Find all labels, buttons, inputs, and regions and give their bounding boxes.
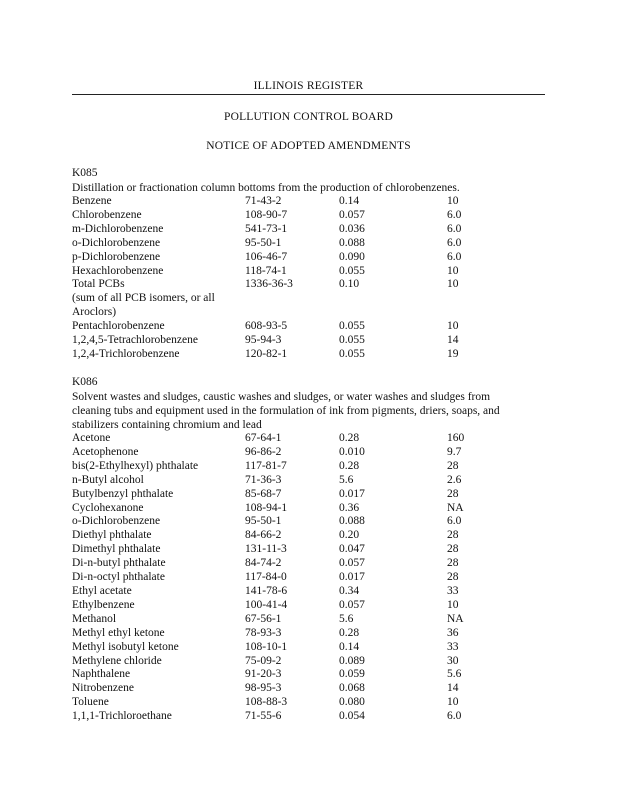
cas-number: 141-78-6 <box>245 584 288 597</box>
table-row <box>72 265 507 279</box>
constituent-name: 1,2,4-Trichlorobenzene <box>72 347 180 360</box>
constituent-name: Dimethyl phthalate <box>72 543 161 556</box>
cas-number: 106-46-7 <box>245 250 288 263</box>
wastewater-limit: 0.068 <box>339 682 365 695</box>
constituent-name: Cyclohexanone <box>72 501 144 514</box>
wastewater-limit: 0.055 <box>339 347 365 360</box>
wastewater-limit: 0.055 <box>339 264 365 277</box>
table-row <box>72 348 507 362</box>
wastewater-limit: 0.057 <box>339 208 365 221</box>
k086-table-body <box>72 432 507 724</box>
nonwastewater-limit: 10 <box>447 320 459 333</box>
k085-table <box>72 195 507 362</box>
cas-number: 108-94-1 <box>245 501 288 514</box>
table-row <box>72 460 507 474</box>
cas-number: 108-10-1 <box>245 640 288 653</box>
k085-description: Distillation or fractionation column bottoms from the production of chlorobenzenes. <box>72 182 460 194</box>
cas-number: 78-93-3 <box>245 626 282 639</box>
table-row <box>72 320 507 334</box>
nonwastewater-limit: 10 <box>447 264 459 277</box>
nonwastewater-limit: 6.0 <box>447 515 462 528</box>
cas-number <box>245 306 339 320</box>
nonwastewater-limit: 14 <box>447 682 459 695</box>
table-row <box>72 223 507 237</box>
nonwastewater-limit: 6.0 <box>447 208 462 221</box>
table-row <box>72 571 507 585</box>
nonwastewater-limit: NA <box>447 501 464 514</box>
wastewater-limit: 0.28 <box>339 432 360 444</box>
cas-number: 131-11-3 <box>245 543 287 556</box>
constituent-name: Naphthalene <box>72 668 131 681</box>
cas-number: 1336-36-3 <box>245 278 293 291</box>
k086-table <box>72 432 507 724</box>
table-row <box>72 334 507 348</box>
constituent-name: (sum of all PCB isomers, or all <box>72 292 215 305</box>
table-row <box>72 292 507 306</box>
cas-number: 118-74-1 <box>245 264 287 277</box>
cas-number: 71-36-3 <box>245 473 282 486</box>
nonwastewater-limit: 10 <box>447 598 459 611</box>
cas-number: 84-66-2 <box>245 529 282 542</box>
wastewater-limit: 0.047 <box>339 543 365 556</box>
constituent-name: Acetophenone <box>72 445 139 458</box>
nonwastewater-limit: 28 <box>447 543 459 556</box>
nonwastewater-limit: 19 <box>447 347 459 360</box>
constituent-name: o-Dichlorobenzene <box>72 236 161 249</box>
nonwastewater-limit: 10 <box>447 696 459 709</box>
table-row <box>72 627 507 641</box>
nonwastewater-limit: 28 <box>447 459 459 472</box>
wastewater-limit: 0.057 <box>339 598 365 611</box>
nonwastewater-limit: 33 <box>447 640 459 653</box>
wastewater-limit <box>339 306 447 320</box>
table-row <box>72 502 507 516</box>
nonwastewater-limit: 10 <box>447 278 459 291</box>
constituent-name: Ethylbenzene <box>72 598 135 611</box>
table-row <box>72 655 507 669</box>
table-row <box>72 251 507 265</box>
cas-number: 541-73-1 <box>245 222 288 235</box>
cas-number: 108-90-7 <box>245 208 288 221</box>
constituent-name: p-Dichlorobenzene <box>72 250 161 263</box>
constituent-name: Methyl ethyl ketone <box>72 626 165 639</box>
nonwastewater-limit: 30 <box>447 654 459 667</box>
wastewater-limit: 0.054 <box>339 710 365 723</box>
constituent-name: n-Butyl alcohol <box>72 473 144 486</box>
cas-number: 71-43-2 <box>245 195 282 207</box>
wastewater-limit: 0.14 <box>339 195 360 207</box>
cas-number: 95-50-1 <box>245 236 282 249</box>
nonwastewater-limit: 6.0 <box>447 222 462 235</box>
table-row <box>72 668 507 682</box>
nonwastewater-limit: 2.6 <box>447 473 462 486</box>
table-row <box>72 515 507 529</box>
constituent-name: m-Dichlorobenzene <box>72 222 164 235</box>
cas-number: 98-95-3 <box>245 682 282 695</box>
table-row <box>72 278 507 292</box>
wastewater-limit: 5.6 <box>339 473 354 486</box>
table-row <box>72 446 507 460</box>
table-row <box>72 696 507 710</box>
wastewater-limit: 0.017 <box>339 487 365 500</box>
wastewater-limit: 0.089 <box>339 654 365 667</box>
constituent-name: Chlorobenzene <box>72 208 142 221</box>
notice-title: NOTICE OF ADOPTED AMENDMENTS <box>206 140 411 152</box>
nonwastewater-limit: 33 <box>447 584 459 597</box>
nonwastewater-limit: 6.0 <box>447 250 462 263</box>
nonwastewater-limit: 160 <box>447 432 465 444</box>
wastewater-limit: 0.055 <box>339 320 365 333</box>
constituent-name: Diethyl phthalate <box>72 529 152 542</box>
wastewater-limit: 0.036 <box>339 222 365 235</box>
table-row <box>72 585 507 599</box>
nonwastewater-limit: 5.6 <box>447 668 462 681</box>
nonwastewater-limit: 36 <box>447 626 459 639</box>
wastewater-limit: 0.14 <box>339 640 360 653</box>
cas-number: 100-41-4 <box>245 598 288 611</box>
constituent-name: Butylbenzyl phthalate <box>72 487 174 500</box>
cas-number: 95-50-1 <box>245 515 282 528</box>
table-row <box>72 237 507 251</box>
cas-number: 96-86-2 <box>245 445 282 458</box>
wastewater-limit: 0.017 <box>339 571 365 584</box>
wastewater-limit: 0.36 <box>339 501 360 514</box>
wastewater-limit: 0.20 <box>339 529 360 542</box>
constituent-name: Acetone <box>72 432 111 444</box>
k085-code: K085 <box>72 167 98 179</box>
table-row <box>72 599 507 613</box>
table-row <box>72 682 507 696</box>
constituent-name: Methanol <box>72 612 117 625</box>
nonwastewater-limit: 6.0 <box>447 236 462 249</box>
table-row <box>72 195 507 209</box>
cas-number: 117-81-7 <box>245 459 287 472</box>
constituent-name: Nitrobenzene <box>72 682 134 695</box>
constituent-name: Aroclors) <box>72 306 117 319</box>
cas-number: 120-82-1 <box>245 347 288 360</box>
wastewater-limit: 0.059 <box>339 668 365 681</box>
wastewater-limit: 0.10 <box>339 278 360 291</box>
wastewater-limit: 0.34 <box>339 584 360 597</box>
cas-number: 95-94-3 <box>245 334 282 347</box>
constituent-name: Di-n-butyl phthalate <box>72 557 166 570</box>
table-row <box>72 557 507 571</box>
k086-description: Solvent wastes and sludges, caustic washes and sludges, or water washes and sludges from cleaning tubs and equipment used in the formulation of ink from pigments, driers, soaps, and stabilizers containing chromium and lead <box>72 391 500 431</box>
wastewater-limit: 0.088 <box>339 515 365 528</box>
nonwastewater-limit: NA <box>447 612 464 625</box>
constituent-name: Ethyl acetate <box>72 584 132 597</box>
constituent-name: Total PCBs <box>72 278 125 291</box>
k086-code: K086 <box>72 376 98 388</box>
header-rule <box>72 94 545 95</box>
cas-number <box>245 292 339 306</box>
wastewater-limit: 0.010 <box>339 445 365 458</box>
constituent-name: 1,1,1-Trichloroethane <box>72 710 172 723</box>
table-row <box>72 613 507 627</box>
wastewater-limit <box>339 292 447 306</box>
constituent-name: Benzene <box>72 195 112 207</box>
cas-number: 67-64-1 <box>245 432 282 444</box>
wastewater-limit: 0.057 <box>339 557 365 570</box>
table-row <box>72 432 507 446</box>
cas-number: 117-84-0 <box>245 571 287 584</box>
nonwastewater-limit: 28 <box>447 529 459 542</box>
nonwastewater-limit: 9.7 <box>447 445 462 458</box>
table-row <box>72 488 507 502</box>
wastewater-limit: 5.6 <box>339 612 354 625</box>
table-row <box>72 474 507 488</box>
constituent-name: Methyl isobutyl ketone <box>72 640 179 653</box>
constituent-name: Methylene chloride <box>72 654 162 667</box>
cas-number: 67-56-1 <box>245 612 282 625</box>
cas-number: 91-20-3 <box>245 668 282 681</box>
board-title: POLLUTION CONTROL BOARD <box>223 111 393 123</box>
nonwastewater-limit: 28 <box>447 487 459 500</box>
constituent-name: Pentachlorobenzene <box>72 320 165 333</box>
constituent-name: o-Dichlorobenzene <box>72 515 161 528</box>
nonwastewater-limit: 10 <box>447 195 459 207</box>
table-row <box>72 710 507 724</box>
nonwastewater-limit: 28 <box>447 571 459 584</box>
wastewater-limit: 0.090 <box>339 250 365 263</box>
cas-number: 108-88-3 <box>245 696 288 709</box>
wastewater-limit: 0.28 <box>339 626 360 639</box>
cas-number: 71-55-6 <box>245 710 282 723</box>
wastewater-limit: 0.088 <box>339 236 365 249</box>
constituent-name: Hexachlorobenzene <box>72 264 164 277</box>
nonwastewater-limit <box>447 306 507 320</box>
constituent-name: 1,2,4,5-Tetrachlorobenzene <box>72 334 198 347</box>
k085-table-body <box>72 195 507 362</box>
nonwastewater-limit: 6.0 <box>447 710 462 723</box>
table-row <box>72 209 507 223</box>
wastewater-limit: 0.080 <box>339 696 365 709</box>
nonwastewater-limit: 28 <box>447 557 459 570</box>
cas-number: 84-74-2 <box>245 557 282 570</box>
table-row <box>72 543 507 557</box>
constituent-name: Toluene <box>72 696 109 709</box>
cas-number: 608-93-5 <box>245 320 288 333</box>
cas-number: 75-09-2 <box>245 654 282 667</box>
nonwastewater-limit <box>447 292 507 306</box>
nonwastewater-limit: 14 <box>447 334 459 347</box>
constituent-name: bis(2-Ethylhexyl) phthalate <box>72 459 199 472</box>
wastewater-limit: 0.055 <box>339 334 365 347</box>
constituent-name: Di-n-octyl phthalate <box>72 571 165 584</box>
register-header: ILLINOIS REGISTER <box>253 80 364 92</box>
cas-number: 85-68-7 <box>245 487 282 500</box>
table-row <box>72 306 507 320</box>
table-row <box>72 641 507 655</box>
table-row <box>72 529 507 543</box>
wastewater-limit: 0.28 <box>339 459 360 472</box>
